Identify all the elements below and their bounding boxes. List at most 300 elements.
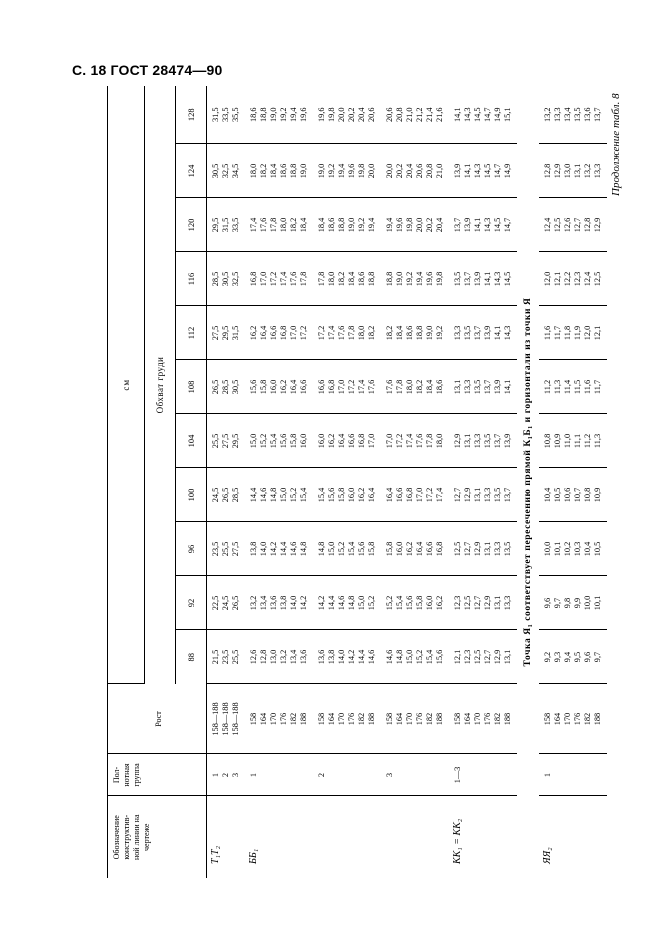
value-cell [313, 86, 381, 144]
value-cell [313, 576, 381, 630]
value-cell-line: 12,4 [583, 271, 592, 287]
group-cell [539, 754, 607, 796]
table-row [449, 86, 517, 878]
value-cell-line: 17,6 [259, 217, 268, 233]
value-cell-line: 15,8 [289, 433, 298, 449]
value-cell-line: 18,0 [327, 271, 336, 287]
designation-cell-line: Т₁Т₂ [210, 845, 221, 864]
value-cell-line: 35,5 [231, 107, 240, 123]
value-cell-line: 14,6 [259, 487, 268, 503]
value-cell-line: 13,7 [503, 487, 512, 503]
rotated-table-container [107, 86, 602, 878]
value-cell-line: 13,5 [493, 487, 502, 503]
group-cell-line: 2 [317, 772, 326, 778]
height-cell-line: 188 [503, 712, 512, 726]
value-cell-line: 18,4 [317, 217, 326, 233]
value-cell-line: 28,5 [221, 379, 230, 395]
height-cell-line: 188 [435, 712, 444, 726]
height-cell-line: 158 [317, 712, 326, 726]
value-cell-line: 18,8 [385, 271, 394, 287]
designation-cell-line: ЯЯ₂ [542, 847, 553, 864]
value-cell-line: 19,8 [327, 107, 336, 123]
value-cell-line: 14,3 [493, 271, 502, 287]
value-cell-line: 12,6 [249, 649, 258, 665]
value-cell-line: 15,2 [259, 433, 268, 449]
value-cell-line: 14,1 [453, 107, 462, 123]
value-cell-line: 12,8 [583, 217, 592, 233]
value-cell-line: 17,8 [269, 217, 278, 233]
value-cell-line: 11,6 [543, 325, 552, 341]
value-cell-line: 17,2 [299, 325, 308, 341]
value-cell-line: 21,6 [435, 107, 444, 123]
table-row [313, 86, 381, 878]
value-cell-line: 15,2 [385, 595, 394, 611]
height-cell-line: 176 [347, 712, 356, 726]
value-cell-line: 19,4 [415, 271, 424, 287]
value-cell-line: 11,7 [593, 379, 602, 395]
value-cell-line: 21,0 [435, 163, 444, 179]
header-unit: см [108, 86, 145, 684]
height-cell-line: 170 [337, 712, 346, 726]
value-cell-line: 14,3 [463, 107, 472, 123]
value-cell-line: 14,1 [463, 163, 472, 179]
value-cell-line: 17,6 [289, 271, 298, 287]
designation-cell [539, 796, 607, 878]
value-cell-line: 17,4 [279, 271, 288, 287]
value-cell-line: 12,3 [453, 595, 462, 611]
value-cell [381, 252, 449, 306]
value-cell [381, 576, 449, 630]
value-cell-line: 15,4 [347, 541, 356, 557]
value-cell-line: 14,2 [317, 595, 326, 611]
value-cell-line: 13,8 [279, 595, 288, 611]
value-cell-line: 16,4 [415, 541, 424, 557]
value-cell-line: 19,0 [347, 217, 356, 233]
value-cell-line: 17,8 [347, 325, 356, 341]
height-cell-line: 188 [593, 712, 602, 726]
value-cell-line: 17,2 [269, 271, 278, 287]
value-cell-line: 14,0 [289, 595, 298, 611]
value-cell-line: 15,4 [425, 649, 434, 665]
value-cell-line: 29,5 [211, 217, 220, 233]
value-cell [381, 630, 449, 684]
value-cell-line: 14,6 [385, 649, 394, 665]
value-cell-line: 15,1 [503, 107, 512, 123]
value-cell-line: 13,4 [289, 649, 298, 665]
value-cell-line: 19,6 [425, 271, 434, 287]
value-cell-line: 12,3 [573, 271, 582, 287]
value-cell-line: 23,5 [211, 541, 220, 557]
value-cell-line: 17,8 [395, 379, 404, 395]
group-cell [449, 754, 517, 796]
value-cell-line: 17,4 [249, 217, 258, 233]
value-cell-line: 19,0 [317, 163, 326, 179]
value-cell-line: 13,4 [259, 595, 268, 611]
value-cell-line: 12,7 [463, 541, 472, 557]
value-cell-line: 20,8 [395, 107, 404, 123]
value-cell-line: 19,4 [385, 217, 394, 233]
value-cell-line: 12,7 [453, 487, 462, 503]
value-cell-line: 27,5 [211, 325, 220, 341]
value-cell-line: 14,8 [395, 649, 404, 665]
value-cell [539, 144, 607, 198]
value-cell [245, 414, 313, 468]
value-cell-line: 20,2 [347, 107, 356, 123]
value-cell-line: 11,4 [563, 379, 572, 395]
value-cell-line: 20,6 [415, 163, 424, 179]
value-cell-line: 16,8 [405, 487, 414, 503]
value-cell-line: 19,0 [299, 163, 308, 179]
value-cell-line: 20,2 [425, 217, 434, 233]
height-cell-line: 182 [357, 712, 366, 726]
value-cell-line: 13,0 [269, 649, 278, 665]
girth-size-92: 92 [176, 576, 207, 630]
designation-cell [313, 796, 381, 878]
value-cell-line: 17,0 [337, 379, 346, 395]
value-cell [245, 86, 313, 144]
height-cell-line: 158—188 [221, 702, 230, 736]
value-cell-line: 14,9 [503, 163, 512, 179]
value-cell-line: 9,5 [573, 651, 582, 663]
value-cell-line: 16,2 [249, 325, 258, 341]
height-cell-line: 158—188 [231, 702, 240, 736]
value-cell-line: 22,5 [211, 595, 220, 611]
value-cell-line: 14,6 [337, 595, 346, 611]
value-cell-line: 23,5 [221, 649, 230, 665]
value-cell-line: 15,8 [259, 379, 268, 395]
girth-size-112: 112 [176, 306, 207, 360]
note-row: Точка Я₁ соответствует пересечению прямой К₁Б₁ и горизонтали из точки Я [523, 297, 533, 667]
value-cell-line: 31,5 [211, 107, 220, 123]
value-cell-line: 13,5 [463, 325, 472, 341]
value-cell-line: 13,1 [483, 541, 492, 557]
value-cell-line: 14,1 [483, 271, 492, 287]
value-cell-line: 12,6 [563, 217, 572, 233]
value-cell [313, 144, 381, 198]
value-cell [539, 468, 607, 522]
value-cell [313, 306, 381, 360]
value-cell-line: 16,8 [357, 433, 366, 449]
group-cell [245, 754, 313, 796]
value-cell-line: 16,0 [299, 433, 308, 449]
group-cell [207, 754, 246, 796]
height-cell-line: 158 [249, 712, 258, 726]
value-cell-line: 12,5 [553, 217, 562, 233]
value-cell [245, 144, 313, 198]
value-cell-line: 15,0 [279, 487, 288, 503]
value-cell-line: 19,2 [357, 217, 366, 233]
group-cell-line: 1—3 [453, 766, 462, 784]
value-cell-line: 13,3 [473, 433, 482, 449]
value-cell-line: 16,2 [279, 379, 288, 395]
value-cell-line: 13,1 [503, 649, 512, 665]
value-cell-line: 9,4 [563, 651, 572, 663]
value-cell-line: 17,8 [317, 271, 326, 287]
table-row [381, 86, 449, 878]
value-cell-line: 14,2 [299, 595, 308, 611]
value-cell-line: 13,7 [593, 107, 602, 123]
value-cell-line: 18,6 [249, 107, 258, 123]
girth-size-104: 104 [176, 414, 207, 468]
value-cell-line: 15,0 [249, 433, 258, 449]
value-cell [313, 468, 381, 522]
value-cell-line: 13,7 [463, 271, 472, 287]
value-cell-line: 16,6 [317, 379, 326, 395]
value-cell-line: 13,3 [503, 595, 512, 611]
value-cell-line: 16,2 [435, 595, 444, 611]
value-cell-line: 20,0 [367, 163, 376, 179]
value-cell-line: 18,6 [435, 379, 444, 395]
value-cell-line: 15,6 [357, 541, 366, 557]
value-cell-line: 18,8 [367, 271, 376, 287]
girth-size-108: 108 [176, 360, 207, 414]
value-cell-line: 17,0 [385, 433, 394, 449]
value-cell-line: 18,4 [425, 379, 434, 395]
value-cell-line: 14,1 [493, 325, 502, 341]
value-cell-line: 33,5 [221, 107, 230, 123]
header-group-line: нотная [122, 763, 131, 787]
height-cell [539, 684, 607, 754]
value-cell-line: 11,6 [583, 379, 592, 395]
designation-cell [381, 796, 449, 878]
value-cell-line: 19,4 [289, 107, 298, 123]
value-cell-line: 19,6 [347, 163, 356, 179]
value-cell [313, 414, 381, 468]
value-cell-line: 14,2 [347, 649, 356, 665]
value-cell-line: 16,2 [405, 541, 414, 557]
group-cell-line: 3 [385, 772, 394, 778]
value-cell [539, 576, 607, 630]
value-cell [449, 468, 517, 522]
value-cell-line: 15,2 [415, 649, 424, 665]
value-cell-line: 18,8 [415, 325, 424, 341]
value-cell-line: 13,5 [453, 271, 462, 287]
value-cell-line: 11,3 [553, 379, 562, 395]
value-cell-line: 30,5 [211, 163, 220, 179]
value-cell-line: 14,4 [327, 595, 336, 611]
value-cell-line: 19,2 [327, 163, 336, 179]
height-cell-line: 182 [493, 712, 502, 726]
value-cell-line: 15,4 [395, 595, 404, 611]
value-cell-line: 13,6 [317, 649, 326, 665]
girth-size-128: 128 [176, 86, 207, 144]
value-cell-line: 17,0 [289, 325, 298, 341]
value-cell-line: 15,0 [327, 541, 336, 557]
value-cell-line: 18,6 [357, 271, 366, 287]
value-cell [449, 522, 517, 576]
value-cell-line: 13,9 [463, 217, 472, 233]
value-cell-line: 12,9 [493, 649, 502, 665]
value-cell [539, 252, 607, 306]
value-cell [207, 468, 246, 522]
value-cell-line: 12,0 [543, 271, 552, 287]
value-cell-line: 11,2 [543, 379, 552, 395]
girth-size-124: 124 [176, 144, 207, 198]
height-cell-line: 176 [279, 712, 288, 726]
value-cell-line: 12,4 [543, 217, 552, 233]
value-cell-line: 24,5 [221, 595, 230, 611]
value-cell-line: 31,5 [231, 325, 240, 341]
designation-cell-line: ББ₁ [248, 848, 259, 864]
value-cell-line: 13,8 [327, 649, 336, 665]
value-cell-line: 13,9 [483, 325, 492, 341]
value-cell [313, 522, 381, 576]
value-cell-line: 13,3 [463, 379, 472, 395]
value-cell-line: 11,3 [593, 433, 602, 449]
value-cell-line: 10,5 [553, 487, 562, 503]
value-cell [381, 306, 449, 360]
value-cell-line: 19,0 [269, 107, 278, 123]
value-cell-line: 18,0 [249, 163, 258, 179]
table-row [245, 86, 313, 878]
value-cell-line: 15,8 [385, 541, 394, 557]
value-cell-line: 18,8 [337, 217, 346, 233]
value-cell-line: 10,6 [563, 487, 572, 503]
value-cell-line: 12,1 [553, 271, 562, 287]
value-cell-line: 16,0 [317, 433, 326, 449]
height-cell-line: 182 [425, 712, 434, 726]
value-cell-line: 16,2 [357, 487, 366, 503]
value-cell [207, 144, 246, 198]
value-cell-line: 10,5 [593, 541, 602, 557]
value-cell-line: 17,6 [385, 379, 394, 395]
value-cell-line: 11,0 [563, 433, 572, 449]
value-cell [245, 198, 313, 252]
height-cell-line: 164 [463, 712, 472, 726]
value-cell-line: 13,7 [453, 217, 462, 233]
value-cell-line: 15,6 [327, 487, 336, 503]
value-cell-line: 27,5 [221, 433, 230, 449]
value-cell-line: 19,2 [405, 271, 414, 287]
value-cell [207, 630, 246, 684]
value-cell [381, 414, 449, 468]
value-cell-line: 16,8 [327, 379, 336, 395]
value-cell-line: 19,4 [367, 217, 376, 233]
table-row [539, 86, 607, 878]
value-cell-line: 14,9 [493, 107, 502, 123]
height-cell-line: 176 [483, 712, 492, 726]
value-cell-line: 14,5 [503, 271, 512, 287]
value-cell-line: 14,1 [503, 379, 512, 395]
value-cell-line: 13,2 [543, 107, 552, 123]
value-cell-line: 15,2 [289, 487, 298, 503]
value-cell-line: 12,5 [463, 595, 472, 611]
value-cell-line: 10,9 [593, 487, 602, 503]
value-cell-line: 16,8 [279, 325, 288, 341]
value-cell-line: 19,8 [405, 217, 414, 233]
height-cell-line: 164 [259, 712, 268, 726]
value-cell-line: 17,4 [405, 433, 414, 449]
value-cell-line: 16,6 [299, 379, 308, 395]
height-cell [207, 684, 246, 754]
value-cell-line: 15,2 [337, 541, 346, 557]
value-cell-line: 19,6 [299, 107, 308, 123]
value-cell-line: 17,4 [327, 325, 336, 341]
value-cell [381, 144, 449, 198]
value-cell [245, 468, 313, 522]
height-cell-line: 170 [405, 712, 414, 726]
value-cell-line: 32,5 [221, 163, 230, 179]
value-cell [449, 360, 517, 414]
value-cell-line: 10,0 [543, 541, 552, 557]
value-cell [449, 576, 517, 630]
value-cell-line: 18,2 [385, 325, 394, 341]
value-cell-line: 30,5 [231, 379, 240, 395]
header-height [108, 684, 207, 754]
value-cell [207, 86, 246, 144]
value-cell-line: 12,9 [483, 595, 492, 611]
value-cell-line: 17,0 [259, 271, 268, 287]
value-cell-line: 9,2 [543, 651, 552, 663]
height-cell-line: 158—188 [211, 702, 220, 736]
value-cell-line: 26,5 [221, 487, 230, 503]
value-cell-line: 18,2 [337, 271, 346, 287]
value-cell-line: 12,5 [593, 271, 602, 287]
height-cell-line: 170 [563, 712, 572, 726]
value-cell-line: 20,0 [385, 163, 394, 179]
value-cell-line: 14,6 [367, 649, 376, 665]
value-cell-line: 13,5 [503, 541, 512, 557]
value-cell-line: 12,8 [543, 163, 552, 179]
value-cell-line: 9,6 [583, 651, 592, 663]
value-cell-line: 13,9 [453, 163, 462, 179]
value-cell [381, 86, 449, 144]
value-cell-line: 18,6 [327, 217, 336, 233]
value-cell-line: 31,5 [221, 217, 230, 233]
value-cell [245, 360, 313, 414]
value-cell-line: 18,2 [415, 379, 424, 395]
value-cell-line: 17,0 [367, 433, 376, 449]
designation-cell [207, 796, 246, 878]
value-cell-line: 18,0 [405, 379, 414, 395]
value-cell-line: 17,2 [425, 487, 434, 503]
value-cell-line: 16,6 [425, 541, 434, 557]
value-cell [245, 576, 313, 630]
height-cell-line: 182 [289, 712, 298, 726]
value-cell-line: 14,0 [259, 541, 268, 557]
value-cell-line: 12,9 [463, 487, 472, 503]
group-cell [381, 754, 449, 796]
value-cell-line: 20,0 [415, 217, 424, 233]
value-cell-line: 20,8 [425, 163, 434, 179]
value-cell-line: 14,8 [347, 595, 356, 611]
value-cell-line: 18,4 [347, 271, 356, 287]
value-cell-line: 11,5 [573, 379, 582, 395]
girth-size-116: 116 [176, 252, 207, 306]
designation-cell-line: КК₁ = КК₂ [452, 818, 463, 864]
value-cell-line: 26,5 [211, 379, 220, 395]
value-cell-line: 13,8 [249, 541, 258, 557]
value-cell-line: 16,6 [395, 487, 404, 503]
height-cell-line: 170 [269, 712, 278, 726]
value-cell-line: 14,4 [249, 487, 258, 503]
header-girth: Обхват груди [145, 86, 176, 684]
value-cell-line: 29,5 [231, 433, 240, 449]
value-cell-line: 10,9 [553, 433, 562, 449]
value-cell-line: 18,4 [269, 163, 278, 179]
value-cell-line: 10,2 [563, 541, 572, 557]
value-cell-line: 14,5 [493, 217, 502, 233]
value-cell-line: 15,8 [415, 595, 424, 611]
value-cell-line: 11,8 [563, 325, 572, 341]
value-cell-line: 19,6 [317, 107, 326, 123]
value-cell-line: 16,0 [425, 595, 434, 611]
value-cell-line: 20,6 [367, 107, 376, 123]
continuation-text: Продолжение табл. 8 [610, 93, 622, 196]
group-cell-line: 1 [211, 772, 220, 778]
value-cell-line: 16,4 [259, 325, 268, 341]
height-cell-line: 164 [395, 712, 404, 726]
